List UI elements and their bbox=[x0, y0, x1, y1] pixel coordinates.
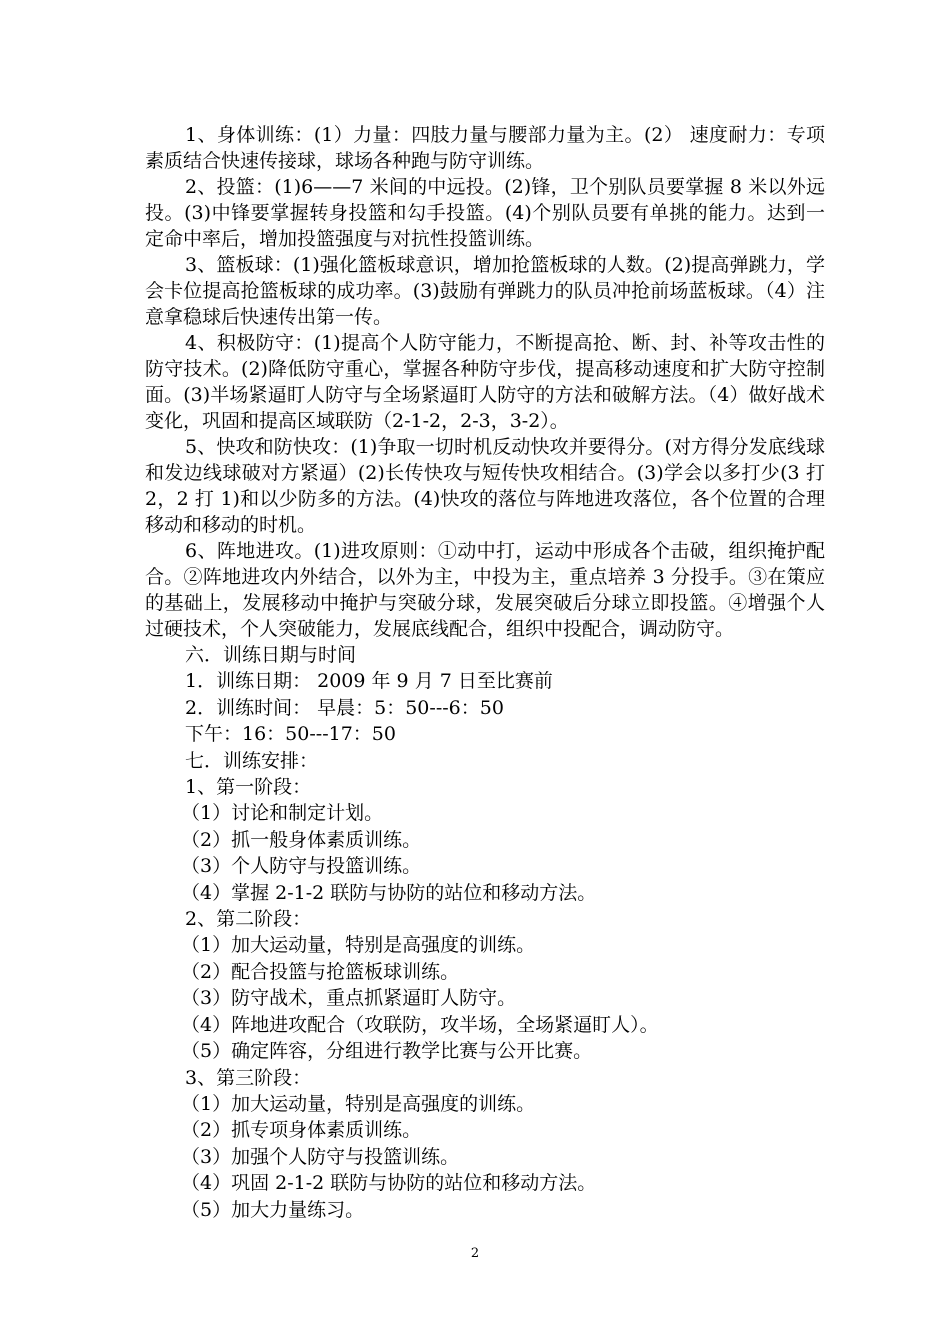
paragraph-half-court-offense: 6、阵地进攻。(1)进攻原则：①动中打，运动中形成各个击破，组织掩护配合。②阵地进攻内外结合，以外为主，中投为主，重点培养 3 分投手。③在策应的基础上，发展移动中掩护与突破分球，发展突破后分球立即投篮。④增强个人过硬技术，个人突破能力，发展底线配合，组织中投配合，调动防守。 bbox=[145, 540, 825, 640]
stage-item: （1）讨论和制定计划。 bbox=[181, 802, 384, 825]
stage-item: （4）掌握 2-1-2 联防与协防的站位和移动方法。 bbox=[181, 881, 597, 904]
stage-item: （2）配合投篮与抢篮板球训练。 bbox=[181, 960, 460, 983]
paragraph-rebounding: 3、篮板球：(1)强化篮板球意识，增加抢篮板球的人数。(2)提高弹跳力，学会卡位提高抢篮板球的成功率。(3)鼓励有弹跳力的队员冲抢前场蓝板球。（4）注意拿稳球后快速传出第一传。 bbox=[145, 254, 825, 328]
page-number: 2 bbox=[470, 1246, 480, 1261]
stage-item: （2）抓一般身体素质训练。 bbox=[181, 828, 422, 851]
stage-title: 3、第三阶段： bbox=[185, 1066, 312, 1089]
section-heading-schedule: 六．训练日期与时间 bbox=[185, 644, 357, 666]
stage-item: （2）抓专项身体素质训练。 bbox=[181, 1119, 422, 1142]
paragraph-defense: 4、积极防守：(1)提高个人防守能力，不断提高抢、断、封、补等攻击性的防守技术。(2)降低防守重心，掌握各种防守步伐，提高移动速度和扩大防守控制面。(3)半场紧逼盯人防守与全场紧逼盯人防守的方法和破解方法。（4）做好战术变化，巩固和提高区域联防（2-1-2，2-3，3-2）。 bbox=[145, 332, 825, 432]
stage-item: （5）确定阵容，分组进行教学比赛与公开比赛。 bbox=[181, 1040, 593, 1063]
training-date-line: 1．训练日期： 2009 年 9 月 7 日至比赛前 bbox=[185, 670, 553, 693]
stage-item: （3）个人防守与投篮训练。 bbox=[181, 855, 422, 878]
paragraph-physical-training: 1、身体训练：(1）力量：四肢力量与腰部力量为主。(2） 速度耐力：专项素质结合快速传接球，球场各种跑与防守训练。 bbox=[145, 124, 825, 172]
stage-item: （1）加大运动量，特别是高强度的训练。 bbox=[181, 934, 536, 957]
section-heading-arrangement: 七．训练安排： bbox=[185, 749, 319, 772]
paragraph-fast-break: 5、快攻和防快攻：(1)争取一切时机反动快攻并要得分。(对方得分发底线球和发边线球破对方紧逼）(2)长传快攻与短传快攻相结合。(3)学会以多打少(3 打 2，2 打 1)和以少防多的方法。(4)快攻的落位与阵地进攻落位，各个位置的合理移动和移动的时机。 bbox=[145, 436, 825, 536]
stage-item: （4）巩固 2-1-2 联防与协防的站位和移动方法。 bbox=[181, 1172, 597, 1195]
stage-item: （4）阵地进攻配合（攻联防，攻半场，全场紧逼盯人）。 bbox=[181, 1013, 659, 1036]
training-time-line: 2．训练时间： 早晨：5：50---6：50 bbox=[185, 696, 504, 719]
stage-title: 2、第二阶段： bbox=[185, 908, 312, 931]
stage-item: （1）加大运动量，特别是高强度的训练。 bbox=[181, 1092, 536, 1115]
document-body bbox=[145, 122, 825, 1223]
paragraph-shooting: 2、投篮：(1)6——7 米间的中远投。(2)锋，卫个别队员要掌握 8 米以外远投。(3)中锋要掌握转身投篮和勾手投篮。(4)个别队员要有单挑的能力。达到一定命中率后，增加投篮强度与对抗性投篮训练。 bbox=[145, 176, 825, 250]
stage-item: （3）防守战术，重点抓紧逼盯人防守。 bbox=[181, 987, 517, 1010]
afternoon-time-line: 下午：16：50---17：50 bbox=[185, 723, 396, 746]
stage-title: 1、第一阶段： bbox=[185, 776, 312, 799]
stage-item: （3）加强个人防守与投篮训练。 bbox=[181, 1145, 460, 1168]
stage-item: （5）加大力量练习。 bbox=[181, 1198, 365, 1221]
